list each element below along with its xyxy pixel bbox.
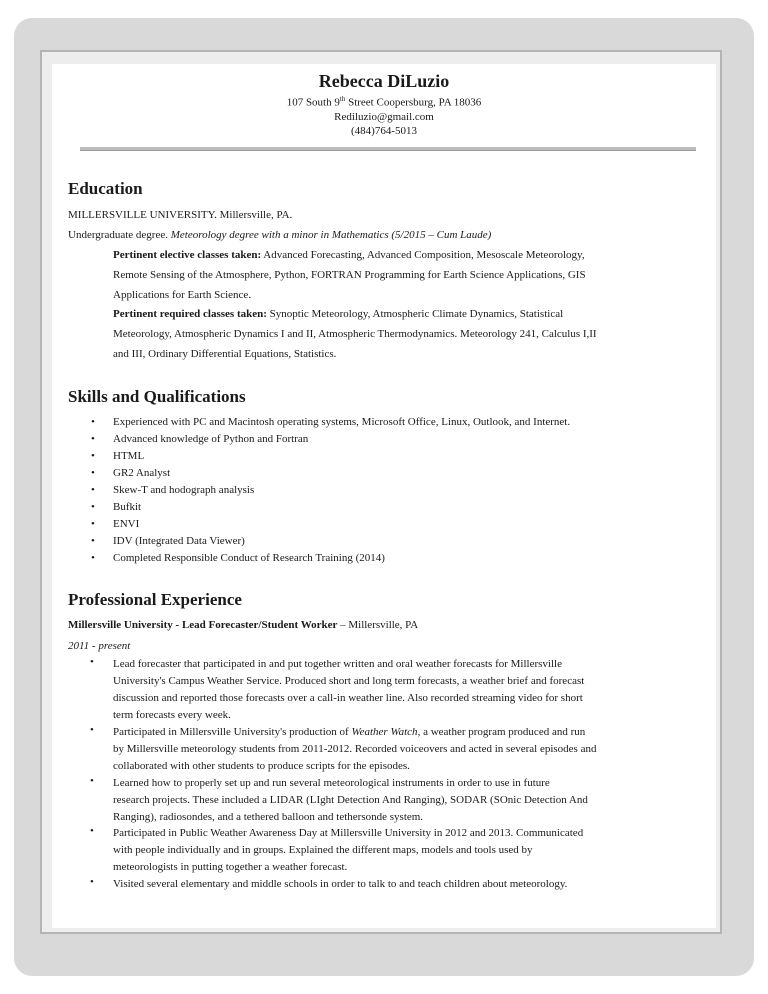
text-line: Ranging), radiosondes, and a tethered balloon and tethersonde system.: [113, 811, 424, 823]
text-line: meteorologists in putting together a weather forecast.: [113, 861, 348, 873]
bullet-icon: •: [90, 775, 94, 787]
degree-label: Undergraduate degree.: [68, 229, 171, 241]
required-line-1: [113, 304, 563, 324]
text-line: University's Campus Weather Service. Produced short and long term forecasts, a weather brief and forecast: [113, 675, 585, 687]
elective-line-2: Remote Sensing of the Atmosphere, Python, FORTRAN Programming for Earth Science Applications, GIS: [113, 269, 586, 281]
list-item: • Bufkit: [113, 499, 703, 516]
list-item: • HTML: [113, 448, 703, 465]
experience-bullet-5: [113, 876, 703, 893]
text-line: Participated in Public Weather Awareness Day at Millersville University in 2012 and 2013. Communicated: [113, 827, 584, 839]
list-item: • Completed Responsible Conduct of Research Training (2014): [113, 550, 703, 567]
degree: [68, 225, 491, 245]
bullet-icon: •: [90, 825, 94, 837]
list-item: • Experienced with PC and Macintosh operating systems, Microsoft Office, Linux, Outlook, and Internet.: [113, 414, 703, 431]
elective-line-3: Applications for Earth Science.: [113, 289, 252, 301]
show-title: Weather Watch: [351, 726, 418, 738]
address-sup: th: [339, 95, 346, 103]
text-span: , a weather program produced and run: [417, 726, 586, 738]
text-line: research projects. These included a LIDAR (LIght Detection And Ranging), SODAR (SOnic Detection And: [113, 794, 588, 806]
required-line-2: Meteorology, Atmospheric Dynamics I and II, Atmospheric Thermodynamics. Meteorology 241, Calculus I,II: [113, 328, 597, 340]
text-line: term forecasts every week.: [113, 709, 231, 721]
resume-page: [52, 64, 716, 928]
required-line-3: and III, Ordinary Differential Equations, Statistics.: [113, 348, 337, 360]
experience-bullet-2: [113, 724, 703, 775]
bullet-icon: •: [90, 724, 94, 736]
text-line: Lead forecaster that participated in and put together written and oral weather forecasts for Millersville: [113, 658, 562, 670]
address-suffix: Street Coopersburg, PA 18036: [345, 96, 482, 109]
job-location: – Millersville, PA: [337, 619, 419, 631]
text-line: discussion and reported those forecasts over a call-in weather line. Also recorded streaming video for short: [113, 692, 583, 704]
education-title: Education: [68, 179, 143, 198]
elective-text-1: Advanced Forecasting, Advanced Composition, Mesoscale Meteorology,: [261, 249, 585, 261]
skills-list: [113, 414, 703, 567]
elective-line-1: [113, 245, 585, 265]
text-line: Visited several elementary and middle schools in order to talk to and teach children about meteorology.: [113, 878, 568, 890]
text-span: Participated in Millersville University's production of: [113, 726, 352, 738]
candidate-name: Rebecca DiLuzio: [318, 71, 450, 91]
bullet-icon: •: [90, 656, 94, 668]
text-line: Learned how to properly set up and run several meteorological instruments in order to use in future: [113, 777, 550, 789]
list-item: • IDV (Integrated Data Viewer): [113, 533, 703, 550]
email: Rediluzio@gmail.com: [334, 110, 434, 123]
text-line: with people individually and in groups. Explained the different maps, models and tools used by: [113, 844, 533, 856]
job-dates: 2011 - present: [68, 640, 131, 652]
text-line: by Millersville meteorology students from 2011-2012. Recorded voiceovers and acted in several episodes and: [113, 743, 597, 755]
list-item: • GR2 Analyst: [113, 465, 703, 482]
list-item: • ENVI: [113, 516, 703, 533]
required-label: Pertinent required classes taken:: [113, 308, 267, 320]
degree-detail: Meteorology degree with a minor in Mathematics (5/2015 – Cum Laude): [170, 229, 492, 241]
text-line: [113, 724, 703, 741]
required-text-1: Synoptic Meteorology, Atmospheric Climate Dynamics, Statistical: [266, 308, 564, 320]
job-title: Millersville University - Lead Forecaster/Student Worker: [68, 619, 338, 631]
address-prefix: 107 South 9: [286, 96, 340, 109]
experience-title: Professional Experience: [68, 590, 242, 609]
experience-bullet-4: [113, 825, 703, 876]
job-heading: [68, 615, 418, 635]
experience-bullet-1: [113, 656, 703, 724]
experience-bullet-3: [113, 775, 703, 826]
elective-label: Pertinent elective classes taken:: [113, 249, 262, 261]
resume-header: [52, 70, 716, 138]
skills-title: Skills and Qualifications: [68, 387, 246, 406]
address: [52, 92, 716, 110]
bullet-icon: •: [90, 876, 94, 888]
school: MILLERSVILLE UNIVERSITY. Millersville, PA.: [68, 209, 293, 221]
list-item: • Skew-T and hodograph analysis: [113, 482, 703, 499]
list-item: • Advanced knowledge of Python and Fortran: [113, 431, 703, 448]
header-divider: [80, 147, 696, 151]
phone: (484)764-5013: [351, 124, 417, 137]
text-line: collaborated with other students to produce scripts for the episodes.: [113, 760, 410, 772]
